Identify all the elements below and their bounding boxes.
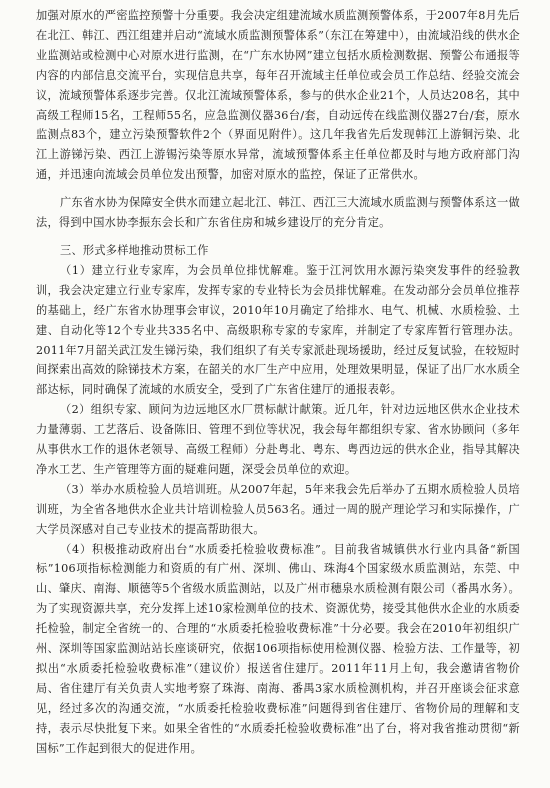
paragraph-training: （3）举办水质检验人员培训班。从2007年起，5年来我会先后举办了五期水质检验人员培训班，为全省各地供水企业共计培训检验人员563名。通过一周的脱产理论学习和实际操作，广大学员深感对自己专业技术的提高帮助很大。	[36, 482, 520, 536]
paragraph-flood-monitoring: 加强对原水的严密监控预警十分重要。我会决定组建流域水质监测预警体系，于2007年8月先后在北江、韩江、西江组建并启动“流域水质监测预警体系”（东江在筹建中），由流域沿线的供水企业监测站或检测中心对原水进行监测，在“广东水协网”建立包括水质检测数据、预警公布通报等内容的内部信息交流平台，实现信息共享，每年召开流域主任单位或会员工作总结、经验交流会议，流域预警体系逐步完善。仅北江流域预警体系，参与的供水企业21个，人员达208名，其中高级工程师15名，工程师55名，应急监测仪器36台/套，自动远传在线监测仪器27台/套，原水监测点83个，建立污染预警软件2个（界面见附件）。这几年我省先后发现韩江上游铜污染、北江上游锑污染、西江上游锡污染等原水异常，流域预警体系主任单位都及时与地方政府部门沟通，并迅速向流域会员单位发出预警，加密对原水的监控，保证了正常供水。	[36, 9, 520, 182]
paragraph-recognition: 广东省水协为保障安全供水而建立起北江、韩江、西江三大流域水质监测与预警体系这一做法，得到中国水协李振东会长和广东省住房和城乡建设厅的充分肯定。	[36, 196, 520, 230]
paragraph-expert-pool: （1）建立行业专家库，为会员单位排忧解难。鉴于江河饮用水源污染突发事件的经验教训，我会决定建立行业专家库，发挥专家的专业特长为会员排忧解难。在发动部分会员单位推荐的基础上，经广东省水协理事会审议，2010年10月确定了给排水、电气、机械、水质检验、土建、自动化等12个专业共335名中、高级职称专家的专家库，并制定了专家库暂行管理办法。2011年7月韶关武江发生锑污染，我们组织了有关专家派赴现场援助，经过反复试验，在较短时间探索出高效的除锑技术方案，在韶关的水厂生产中应用，处理效果明显，保证了出厂水水质全部达标，同时确保了流域的水质安全，受到了广东省住建厅的通报表彰。	[36, 263, 520, 397]
section-heading: 三、形式多样地推动贯标工作	[60, 243, 209, 257]
paragraph-fee-standard: （4）积极推动政府出台“水质委托检验收费标准”。目前我省城镇供水行业内具备“新国标”106项指标检测能力和资质的有广州、深圳、佛山、珠海4个国家级水质监测站，东莞、中山、肇庆、南海、顺德等5个省级水质监测站，以及广州市穗泉水质检测有限公司（番禺水务）。为了实现资源共享，充分发挥上述10家检测单位的技术、资源优势，接受其他供水企业的水质委托检验，制定全省统一的、合理的“水质委托检验收费标准”十分必要。我会在2010年初组织广州、深圳等国家监测站站长座谈研究，依据106项指标使用检测仪器、检验方法、工作量等，初拟出“水质委托检验收费标准”（建议价）报送省住建厅。2011年11月上旬，我会邀请省物价局、省住建厅有关负责人实地考察了珠海、南海、番禺3家水质检测机构，并召开座谈会征求意见，经过多次的沟通交流，“水质委托检验收费标准”问题得到省住建厅、省物价局的理解和支持，表示尽快批复下来。如果全省性的“水质委托检验收费标准”出了台，将对我省推动贯彻“新国标”工作起到很大的促进作用。	[36, 542, 520, 755]
paragraph-expert-guidance: （2）组织专家、顾问为边远地区水厂贯标献计献策。近几年，针对边远地区供水企业技术力量薄弱、工艺落后、设备陈旧、管理不到位等状况，我会每年都组织专家、省水协顾问（多年从事供水工作的退休老领导、高级工程师）分赴粤北、粤东、粤西边远的供水企业，指导其解决净水工艺、生产管理等方面的疑难问题，深受会员单位的欢迎。	[36, 403, 520, 476]
